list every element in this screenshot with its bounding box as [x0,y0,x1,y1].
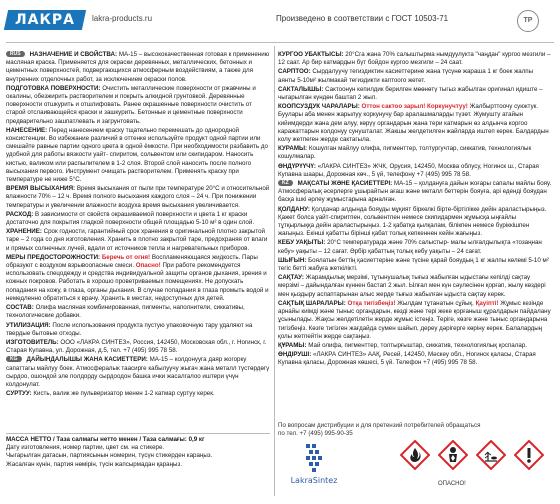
lakra-logo: ЛАКРА [6,10,84,30]
column-divider [274,46,275,496]
lang-tag-rus: RUS [6,51,25,57]
danger-signal-word: ОПАСНО! [438,481,466,487]
lang-tag-kg: KG [6,356,22,362]
gost-text: Произведено в соответствии с ГОСТ 10503-71 [276,14,449,23]
lakra-sintez-mark-icon [304,442,328,474]
health-hazard-icon [438,440,468,470]
site-url: lakra-products.ru [92,14,153,23]
flammable-hazard-icon [400,440,430,470]
certification-mark-icon: ТР [517,10,539,32]
header [0,0,560,40]
lang-tag-kz: KZ [278,180,293,186]
irritant-hazard-icon [514,440,544,470]
left-column: RUS НАЗНАЧЕНИЕ И СВОЙСТВА: МА-15 – высококачественная готовая к применению масляная краска. Применяется для окраски деревянных, металлических, бетонных и цементных поверхностей, подвергающихся атмосферным воздействиям, а также для внутренних отделочных работ, за исключением окраски полов. ПОДГОТОВКА ПОВЕРХНОСТИ: Очистить металлические поверхности от ржавчины и окалины, обезжирить растворителем и покрыть алкидной грунтовкой. Деревянные поверхности отшкурить и отшлифовать. Ранее окрашенные поверхности очистить от старой отслаивающейся краски и зашкурить. Бетонные и цементные поверхности предварительно зашпатлевать и загрунтовать. НАНЕСЕНИЕ: Перед нанесением краску тщательно перемешать до однородной консистенции. Во избежание различий в оттенке используйте продукт одной партии или смешайте равные партии одного цвета в одной ёмкости. При необходимости разбавить до удобной для работы вязкости уайт- спиритом, сольвентом или скипидаром. Наносить кистью, валиком или распылителем в 1-2 слоя. Второй слой наносить после полного высыхания первого. Инструмент очищать растворителем. Применять краску при температуре не ниже 5°C. ВРЕМЯ ВЫСЫХАНИЯ: Время высыхания от пыли при температуре 20°C и относительной влажности 70% – 12 ч. Время полного высыхания каждого слоя – 24 ч. При понижении температуры и увеличении влажности воздуха время высыхания увеличивается. РАСХОД: В зависимости от свойств окрашиваемой поверхности и цвета 1 кг краски достаточно для покрытия гладкой поверхности общей площадью 5-10 м² в один слой. ХРАНЕНИЕ: Срок годности, гарантийный срок хранения в оригинальной плотно закрытой таре – 2 года со дня изготовления. Хранить в плотно закрытой таре, предохраняя от влаги и прямых солнечных лучей, вдали от источников тепла и нагревательных приборов. МЕРЫ ПРЕДОСТОРОЖНОСТИ: Беречь от огня! Воспламеняющаяся жидкость. Пары образуют с воздухом взрывоопасные смеси. Опасно! При работе рекомендуется использовать спецодежду и средства индивидуальной защиты органов дыхания, зрения и кожных покровов. Работать в хорошо проветриваемых помещениях. Не допускать попадания на кожу, в глаза, органы дыхания. В случае попадания в глаза промыть водой и немедленно обратиться к врачу. Хранить в местах, недоступных для детей. СОСТАВ: Олифа масляная комбинированная, пигменты, наполнители, сиккативы, технологические добавки. УТИЛИЗАЦИЯ: После использования продукта пустую упаковочную тару удаляют на твердые бытовые отходы. ИЗГОТОВИТЕЛЬ: ООО «ЛАКРА СИНТЕЗ», Россия, 142450, Московская обл., г. Ногинск, г. Старая Купавна, ул. Дорожная, д.5, тел. +7 (495) 995 78 58. KG ДАЙЫНДАЛЫШЫ ЖАНА КАСИЕТТЕРИ: МА-15 – колдонууга даяр жогорку сапаттагы майлуу боек. Атмосфералык таасирге кабылуучу жыгач жана металл түстөрдөгү сырдоо, ошондой эле полдорду сырдоодон башка ички жасалгалоо иштери үчүн колдонулат. СУРТУУ: Кисть, валик же пульверизатор менен 1-2 катмар суртуу керек. [6,51,270,398]
right-column: КУРГОО УБАКТЫСЫ: 20°Сга жана 70% салыштырма нымдуулукта "чаңдан" кургоо мезгили – 12 саат. Ар бир катмардын бүт бойдон кургоо мезгили – 24 саат. САРПТОО: Сырдалуучу тегиздиктин касиеттерине жана түсүнө жараша 1 кг боек жалпы аянты 5-10м² жылмакай тегиздикти каптоого жетет. САКТАЛЫШЫ: Сактоонун кепилдик берилген мөөнөтү тыгыз жабылган оригинал идиште – чыгарылган күндөн баштап 2 жыл. КООПСУЗДУК ЧАРАЛАРЫ: Оттон сактоо зарыл! Коркунучтуу! Жалбырттоочу суюктук. Буулары аба менен жарылуу коркунучу бар аралашмаларды түзөт. Жумушту атайын кийимдерди жана дем алуу, көрүү органдарын жана тери катмарын өз алдынча коргоо каражаттарын колдонуу сунушталат. Жакшы желдетилген жайларда иштеп керек. Балдардын колу жетпеген жерде сактагыла. КУРАМЫ: Кошулган майлуу олифа, пигменттер, толтургучтар, сиккатив, технологиялык кошулмалар. ӨНДҮРҮҮЧҮ: «ЛАКРА СИНТЕЗ» ЖЧК, Орусия, 142450, Москва облусу, Ногинск ш., Старая Купавна шаары, Дорожная көч., 5 үй, телефону +7 (495) 995 78 58. KZ МАҚСАТЫ ЖӘНЕ ҚАСИЕТТЕРІ: МА-15 – қолдануға дайын жоғары сапалы майлы бояу. Атмосфералық әсерлерге ұшырайтын ағаш және металл беттерін бояуға, арі еденді бояудан басқа ішкі әрлеу жұмыстарына арналған. ҚОЛДАНУ: Қолданар алдында бояуды мұқият біркелкі бірте-біртілікке дейін араластырыңыз. Қажет болса уайт-спиритпен, сольвентпен немесе скипидармен жұмысқа ыңғайлы тұтқырлыққа дейін араластырыңыз. 1-2 қабатқа қылқалам, білікпен немесе бүріккішпен жағыңыз. Екінші қабатты бірінші қабат толық кепкеннен кейін жағыңыз. КЕБУ УАҚЫТЫ: 20°C температурада және 70% салыстыр- малы ылғалдылықта «тозаңнан кебу» уақыты – 12 сағат. Әрбір қабаттың толық кебу уақыты – 24 сағат. ШЫҒЫН: Боялатын беттің қасиеттеріне және түсіне қарай бояудың 1 кг жалпы көлемі 5-10 м² тегіс бетті жабуға жеткілікті. САҚТАУ: Жарамдылық мерзімі, тұтынушалық тығыз жабылған ыдыстағы кепілді сақтау мерзімі – дайындалған күннен бастап 2 жыл. Ылғал мен күн сәулесінен қорғап, жылу көздері мен қыздыру аспаптарынан алыс жерде тығыз жабылған ыдыста сақтау керек. САҚТЫҚ ШАРАЛАРЫ: Отқа тигізбеңіз! Жылдам тұтанатын сұйық. Қауіпті! Жұмыс кезінде арнайы киімді және тыныс органдарын, көзді және тері жеке қорғаныш құралдарын пайдалану ұсынылады. Жақсы желдетілетін жерде жұмыс істеңіз. Теріге, көзге және тыныс органдарына тигізбеңіз. Көзге тигізген жағдайда сумен шайып, дереу дәрігерге көріну керек. Балалардың қолы жетпейтін жерде сақтаңыз. ҚҰРАМЫ: Май олифа, пигменттер, толтырғыштар, сиккатив, технологиялық қоспалар. ӨНДІРУШІ: «ЛАКРА СИНТЕЗ» ААҚ, Ресей, 142450, Мәскеу обл., Ногинск қаласы, Старая Купавна қаласы, Дорожная көшесі, 5 үй. Телефон +7 (495) 995 78 58. [278,51,552,367]
batch-info: МАССА НЕТТО / Таза салмагы нетто менен / Таза салмағы: 0,9 кг Дату изготовления, номер партии, цвет см. на стикере. Чыгарылган датасын, партиясынын номерин, түсүн стикерден караңыз. Жасалған күнін, партия нөмірін, түсін жапсырмадан қараңыз. [6,436,213,468]
contacts: По вопросам дистрибуции и для претензий потребителей обращаться по тел. +7 (495) 995-90-35 [278,422,481,438]
left-divider [6,433,270,434]
environment-hazard-icon [476,440,506,470]
header-divider [6,42,554,43]
lakra-sintez-logo: LakraSintez [284,440,344,490]
